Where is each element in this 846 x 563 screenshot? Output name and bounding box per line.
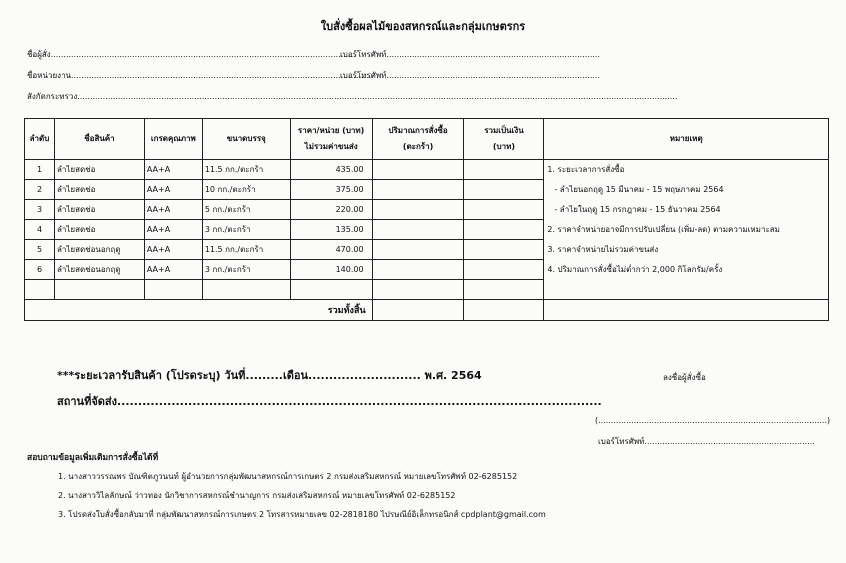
row-qty-input[interactable] bbox=[372, 260, 464, 280]
row-sum-input[interactable] bbox=[464, 260, 544, 280]
signature-name-field[interactable]: (..........................................................................................) bbox=[595, 416, 831, 425]
row-no: 3 bbox=[25, 200, 55, 220]
row-remark: - ลำไยนอกฤดู 15 มีนาคม - 15 พฤษภาคม 2564 bbox=[544, 180, 829, 200]
table-row bbox=[25, 200, 829, 220]
row-sum-input[interactable] bbox=[464, 280, 544, 300]
contact-line: 3. โปรดส่งใบสั่งซื้อกลับมาที่ กลุ่มพัฒนาสหกรณ์การเกษตร 2 โทรสารหมายเลข 02-2818180 ไปรษณีย์อิเล็กทรอนิกส์ cpdplant@gmail.com bbox=[58, 510, 546, 519]
buyer-name-field[interactable]: ชื่อผู้สั่ง........................................................................................................................ bbox=[27, 50, 356, 59]
col-qty-header: ปริมาณการสั่งซื้อ (ตะกร้า) bbox=[372, 119, 464, 160]
row-no: 5 bbox=[25, 240, 55, 260]
total-row bbox=[25, 300, 829, 321]
row-package: 3 กก./ตะกร้า bbox=[202, 220, 290, 240]
row-product: ลำไยสดช่อนอกฤดู bbox=[54, 260, 144, 280]
row-product: ลำไยสดช่อ bbox=[54, 220, 144, 240]
row-remark: 3. ราคาจำหน่ายไม่รวมค่าขนส่ง bbox=[544, 240, 829, 260]
row-price: 435.00 bbox=[290, 160, 372, 180]
row-grade: AA+A bbox=[144, 180, 202, 200]
col-package-header: ขนาดบรรจุ bbox=[202, 119, 290, 160]
total-label: รวมทั้งสิ้น bbox=[25, 300, 373, 321]
row-package: 10 กก./ตะกร้า bbox=[202, 180, 290, 200]
total-sum-input[interactable] bbox=[464, 300, 544, 321]
row-product: ลำไยสดช่อนอกฤดู bbox=[54, 240, 144, 260]
row-price: 220.00 bbox=[290, 200, 372, 220]
table-row bbox=[25, 180, 829, 200]
row-sum-input[interactable] bbox=[464, 220, 544, 240]
agency-phone-field[interactable]: เบอร์โทรศัพท์.................................................................................... bbox=[340, 71, 601, 80]
signature-label: ลงชื่อผู้สั่งซื้อ bbox=[663, 373, 706, 382]
row-qty-input[interactable] bbox=[372, 160, 464, 180]
form-title: ใบสั่งซื้อผลไม้ของสหกรณ์และกลุ่มเกษตรกร bbox=[320, 20, 526, 33]
row-qty-input[interactable] bbox=[372, 180, 464, 200]
col-remarks-header: หมายเหตุ bbox=[544, 119, 829, 160]
row-package: 11.5 กก./ตะกร้า bbox=[202, 240, 290, 260]
table-row bbox=[25, 280, 829, 300]
row-grade: AA+A bbox=[144, 160, 202, 180]
row-package: 5 กก./ตะกร้า bbox=[202, 200, 290, 220]
order-table bbox=[24, 118, 829, 321]
row-sum-input[interactable] bbox=[464, 180, 544, 200]
table-row bbox=[25, 160, 829, 180]
row-no: 4 bbox=[25, 220, 55, 240]
row-product: ลำไยสดช่อ bbox=[54, 200, 144, 220]
table-row bbox=[25, 260, 829, 280]
row-qty-input[interactable] bbox=[372, 240, 464, 260]
agency-field[interactable]: ชื่อหน่วยงาน....................................................................................................................... bbox=[27, 71, 374, 80]
row-qty-input[interactable] bbox=[372, 220, 464, 240]
row-qty-input[interactable] bbox=[372, 280, 464, 300]
row-price: 470.00 bbox=[290, 240, 372, 260]
row-price: 135.00 bbox=[290, 220, 372, 240]
row-remark: - ลำไยในฤดู 15 กรกฎาคม - 15 ธันวาคม 2564 bbox=[544, 200, 829, 220]
col-product-header: ชื่อสินค้า bbox=[54, 119, 144, 160]
row-sum-input[interactable] bbox=[464, 200, 544, 220]
signature-phone-field[interactable]: เบอร์โทรศัพท์................................................................... bbox=[598, 437, 815, 446]
table-row bbox=[25, 220, 829, 240]
row-grade: AA+A bbox=[144, 260, 202, 280]
delivery-place-field[interactable]: สถานที่จัดส่ง.................................................................................................................... bbox=[57, 395, 602, 408]
row-no: 2 bbox=[25, 180, 55, 200]
contact-line: 2. นางสาววิไลลักษณ์ ว่าวทอง นักวิชาการสหกรณ์ชำนาญการ กรมส่งเสริมสหกรณ์ หมายเลขโทรศัพท์ 02-6285152 bbox=[58, 491, 456, 500]
row-grade: AA+A bbox=[144, 200, 202, 220]
ministry-field[interactable]: สังกัดกระทรวง............................................................................................................................................................................................................................................ bbox=[27, 92, 678, 101]
row-package: 3 กก./ตะกร้า bbox=[202, 260, 290, 280]
row-remark: 1. ระยะเวลาการสั่งซื้อ bbox=[544, 160, 829, 180]
buyer-phone-field[interactable]: เบอร์โทรศัพท์.................................................................................... bbox=[340, 50, 601, 59]
row-no: 1 bbox=[25, 160, 55, 180]
contact-title: สอบถามข้อมูลเพิ่มเติมการสั่งซื้อได้ที่ bbox=[27, 453, 159, 463]
row-product: ลำไยสดช่อ bbox=[54, 160, 144, 180]
row-grade: AA+A bbox=[144, 240, 202, 260]
pickup-date-field[interactable]: ***ระยะเวลารับสินค้า (โปรดระบุ) วันที่.........เดือน........................... พ.ศ. 2564 bbox=[57, 369, 482, 382]
row-sum-input[interactable] bbox=[464, 160, 544, 180]
row-price: 375.00 bbox=[290, 180, 372, 200]
row-price: 140.00 bbox=[290, 260, 372, 280]
col-grade-header: เกรดคุณภาพ bbox=[144, 119, 202, 160]
row-sum-input[interactable] bbox=[464, 240, 544, 260]
col-no-header: ลำดับ bbox=[25, 119, 55, 160]
contact-line: 1. นางสาววรรณพร บัณฑิตภูวนนท์ ผู้อำนวยการกลุ่มพัฒนาสหกรณ์การเกษตร 2 กรมส่งเสริมสหกรณ์ หมายเลขโทรศัพท์ 02-6285152 bbox=[58, 472, 518, 481]
row-no: 6 bbox=[25, 260, 55, 280]
row-qty-input[interactable] bbox=[372, 200, 464, 220]
col-price-header: ราคา/หน่วย (บาท) ไม่รวมค่าขนส่ง bbox=[290, 119, 372, 160]
row-remark: 2. ราคาจำหน่ายอาจมีการปรับเปลี่ยน (เพิ่ม-ลด) ตามความเหมาะสม bbox=[544, 220, 829, 240]
row-grade: AA+A bbox=[144, 220, 202, 240]
row-product: ลำไยสดช่อ bbox=[54, 180, 144, 200]
table-header-row bbox=[25, 119, 829, 160]
table-row bbox=[25, 240, 829, 260]
col-sum-header: รวมเป็นเงิน (บาท) bbox=[464, 119, 544, 160]
row-package: 11.5 กก./ตะกร้า bbox=[202, 160, 290, 180]
row-remark: 4. ปริมาณการสั่งซื้อไม่ต่ำกว่า 2,000 กิโลกรัม/ครั้ง bbox=[544, 260, 829, 280]
total-qty-input[interactable] bbox=[372, 300, 464, 321]
